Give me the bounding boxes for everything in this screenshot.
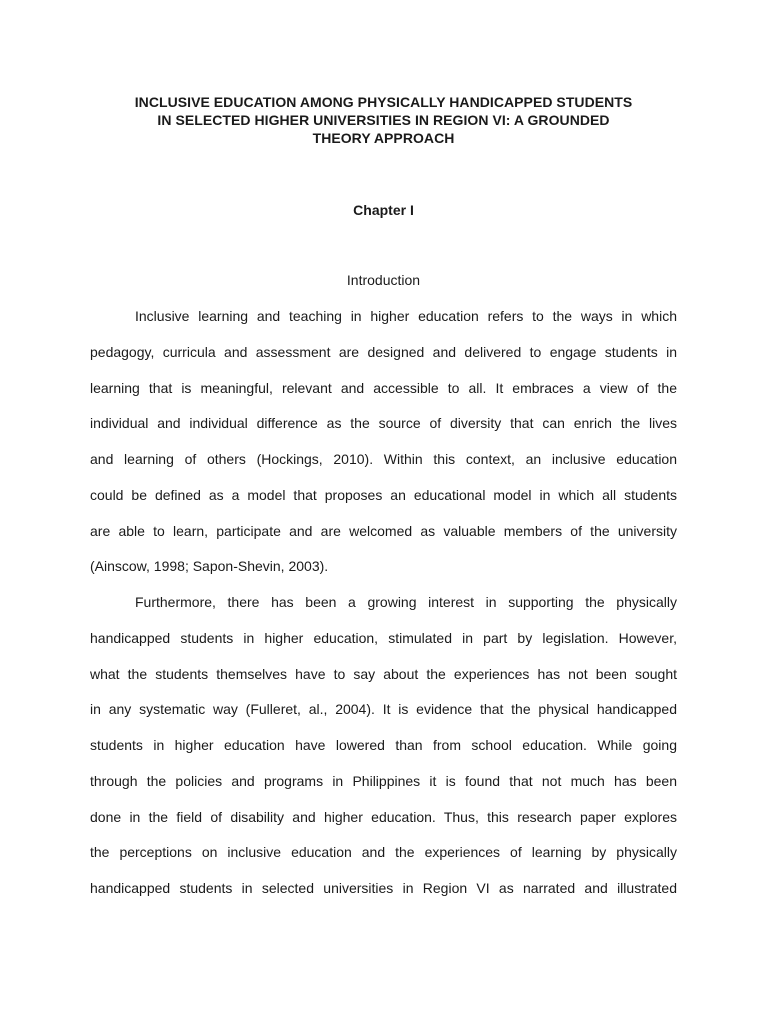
text-line: could be defined as a model that proposes an educational model in which all students [90, 486, 677, 503]
title-line: THEORY APPROACH [312, 130, 455, 146]
text-line: Furthermore, there has been a growing interest in supporting the physically [135, 594, 677, 610]
text-line: handicapped students in higher education, stimulated in part by legislation. However, [90, 629, 677, 646]
paragraph [90, 306, 677, 592]
text-line: the perceptions on inclusive education and the experiences of learning by physically [90, 844, 677, 861]
title-line: IN SELECTED HIGHER UNIVERSITIES IN REGION VI: A GROUNDED [157, 112, 610, 128]
text-line: students in higher education have lowered than from school education. While going [90, 737, 677, 753]
text-line: handicapped students in selected universities in Region VI as narrated and illustrated [90, 880, 677, 896]
text-line: in any systematic way (Fulleret, al., 2004). It is evidence that the physical handicapped [90, 701, 677, 718]
chapter-heading: Chapter I [353, 202, 414, 218]
paragraph [90, 592, 677, 914]
text-line: and learning of others (Hockings, 2010). Within this context, an inclusive education [90, 451, 677, 467]
text-line: done in the field of disability and higher education. Thus, this research paper explores [90, 808, 677, 825]
text-line: through the policies and programs in Philippines it is found that not much has been [90, 772, 677, 789]
section-heading: Introduction [346, 272, 421, 288]
text-line: individual and individual difference as the source of diversity that can enrich the lives [90, 415, 677, 432]
text-line: Inclusive learning and teaching in higher education refers to the ways in which [135, 308, 677, 324]
document-title [90, 93, 677, 147]
text-line: (Ainscow, 1998; Sapon-Shevin, 2003). [90, 558, 329, 575]
text-line: pedagogy, curricula and assessment are designed and delivered to engage students in [90, 343, 677, 360]
title-line: INCLUSIVE EDUCATION AMONG PHYSICALLY HANDICAPPED STUDENTS [134, 94, 633, 110]
body-text [90, 306, 677, 914]
text-line: what the students themselves have to say about the experiences has not been sought [90, 665, 677, 682]
text-line: are able to learn, participate and are welcomed as valuable members of the university [90, 522, 677, 539]
text-line: learning that is meaningful, relevant and accessible to all. It embraces a view of the [90, 379, 677, 396]
